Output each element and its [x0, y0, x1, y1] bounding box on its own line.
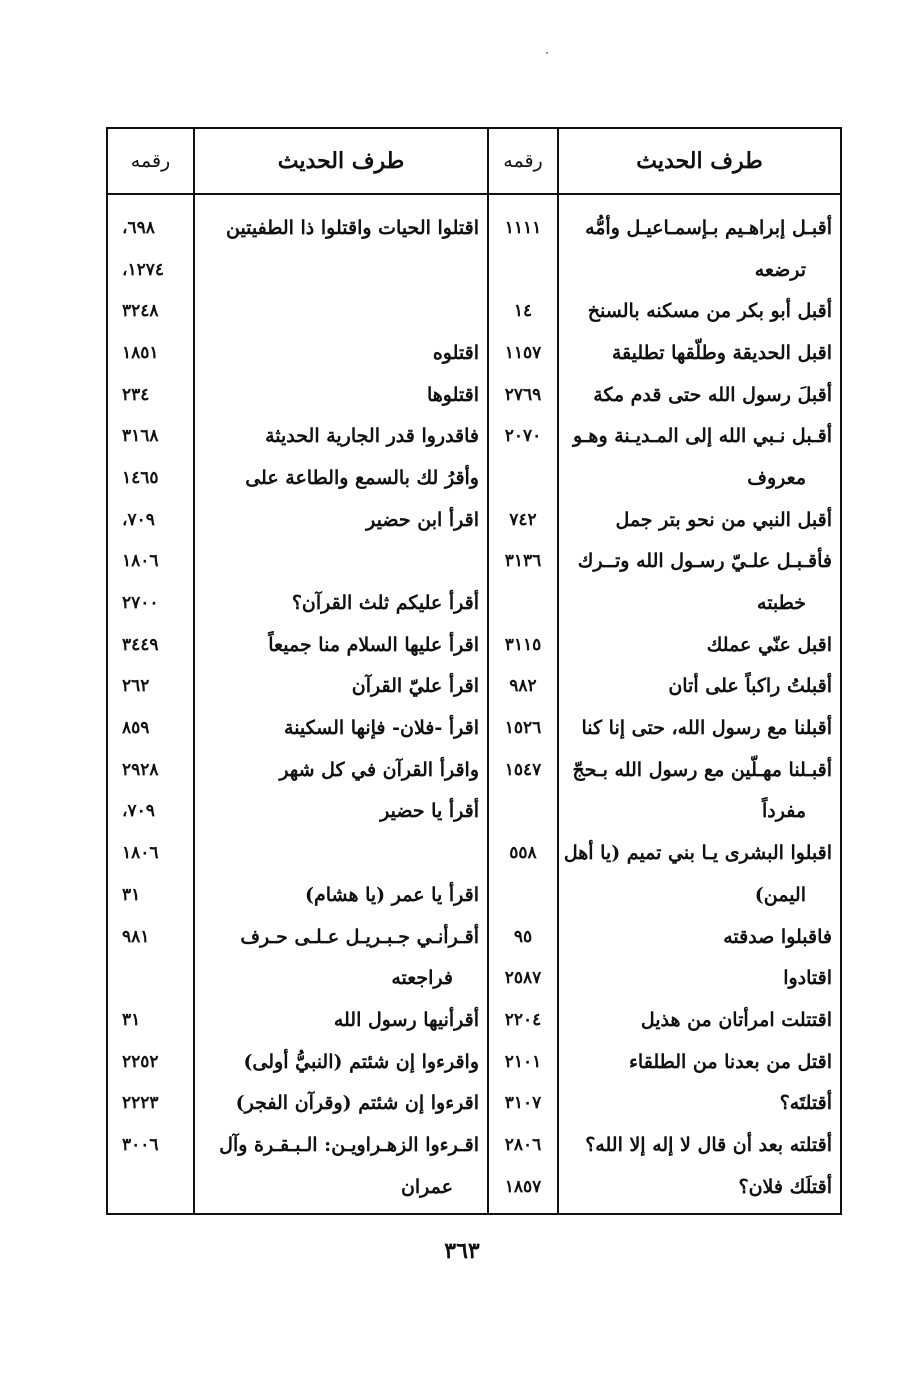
hadith-entry-text: اقرأ ابن حضير [366, 508, 479, 531]
hadith-entry-text: اقبل الحديقة وطلّقها تطليقة [611, 341, 832, 364]
hadith-entry-text: اقتلوا الحيات واقتلوا ذا الطفيتين [225, 216, 479, 239]
hadith-entry-text: أقبل أبو بكر من مسكنه بالسنخ [587, 300, 832, 323]
hadith-entry-number [108, 957, 193, 999]
hadith-entry-text: اقرءوا إن شئتم (وقرآن الفجر) [235, 1092, 479, 1115]
hadith-entry-text: اقرأ عليّ القرآن [351, 675, 479, 698]
hadith-entry-number: ٥٥٨ [509, 843, 537, 864]
hadith-entry-number: ٣٢٤٨ [122, 301, 159, 322]
left-hadith-column [193, 195, 487, 1213]
hadith-entry-number: ١٤٦٥ [122, 467, 159, 488]
hadith-entry-text: مفرداً [761, 800, 806, 823]
hadith-entry-number: ٧٤٢ [509, 509, 537, 530]
hadith-entry-text: أقبـلنا مهـلّين مع رسول الله بـحجّ [572, 758, 832, 781]
hadith-entry-text: أقبلتُ راكباً على أتان [668, 675, 832, 698]
hadith-entry-number: ٢٢٠٤ [504, 1009, 542, 1030]
hadith-entry-text: اقرأ -فلان- فإنها السكينة [284, 717, 479, 740]
hadith-entry-number: ١٢٧٤، [122, 259, 165, 280]
right-hadith-column [557, 195, 840, 1213]
hadith-entry-number: ٣١ [122, 884, 141, 905]
hadith-entry-number: ٣٠٠٦ [122, 1134, 159, 1155]
hadith-entry-number: ٣١٣٦ [504, 551, 542, 572]
hadith-entry-text: اليمن) [754, 883, 806, 906]
hadith-entry-text: أقتلَك فلان؟ [738, 1175, 832, 1198]
hadith-entry-text: اقبلوا البشرى يـا بني تميم (يا أهل [563, 842, 832, 865]
hadith-entry-text: أقـبل نـبي الله إلى المـديـنة وهـو [573, 425, 832, 448]
hadith-entry-text: معروف [747, 466, 806, 489]
hadith-entry-number: ١٤ [513, 301, 533, 322]
hadith-entry-number [489, 249, 557, 291]
hadith-entry-number: ٩٥ [513, 926, 533, 947]
hadith-entry-number: ١٨٠٦ [122, 843, 159, 864]
hadith-entry-number: ١٨٠٦ [122, 551, 159, 572]
hadith-entry-text: اقتل من بعدنا من الطلقاء [628, 1050, 832, 1073]
hadith-index-table [106, 127, 842, 1215]
print-speck [546, 52, 548, 54]
hadith-entry-number [489, 791, 557, 833]
hadith-entry-text: اقرأ يا عمر (يا هشام) [304, 883, 479, 906]
hadith-entry-number: ٢٧٦٩ [504, 384, 542, 405]
hadith-entry-text: واقرءوا إن شئتم (النبيُّ أولى) [243, 1050, 479, 1073]
hadith-entry-text: اقـرءوا الزهـراويـن: الـبـقـرة وآل [219, 1133, 479, 1156]
hadith-entry-number: ١٥٤٧ [504, 759, 542, 780]
hadith-entry-text: أقبل النبي من نحو بتر جمل [615, 508, 832, 531]
hadith-entry-number: ١١١١ [504, 217, 542, 238]
hadith-entry-text: أقرأنيها رسول الله [333, 1008, 479, 1031]
hadith-entry-text: اقتادوا [783, 967, 832, 990]
header-number-right: رقمه [487, 129, 557, 195]
hadith-entry-number [489, 874, 557, 916]
hadith-entry-text: اقتلوه [432, 341, 479, 364]
hadith-entry-text: فأقـبـل علـيّ رسـول الله وتــرك [577, 550, 832, 573]
hadith-entry-number: ٢٢٥٢ [122, 1051, 159, 1072]
hadith-entry-text: أقرأ عليكم ثلث القرآن؟ [291, 592, 479, 615]
hadith-entry-number: ١٥٢٦ [504, 718, 542, 739]
hadith-entry-number [489, 457, 557, 499]
hadith-entry-text: وأقرُ لك بالسمع والطاعة على [245, 466, 479, 489]
hadith-entry-number: ٢٧٠٠ [122, 593, 159, 614]
hadith-entry-text: فاقدروا قدر الجارية الحديثة [265, 425, 479, 448]
header-hadith-right: طرف الحديث [557, 129, 840, 195]
hadith-entry-text: أقبلنا مع رسول الله، حتى إنا كنا [581, 717, 832, 740]
hadith-entry-text [195, 249, 487, 291]
hadith-entry-text: اقتتلت امرأتان من هذيل [640, 1008, 832, 1031]
hadith-entry-text [195, 290, 487, 332]
hadith-entry-text: ترضعه [754, 258, 806, 281]
header-number-left: رقمه [108, 129, 193, 195]
hadith-entry-number: ٧٠٩، [122, 801, 155, 822]
hadith-entry-text: واقرأ القرآن في كل شهر [279, 758, 479, 781]
hadith-entry-number: ٣٤٤٩ [122, 634, 159, 655]
hadith-entry-number: ٨٥٩ [122, 718, 150, 739]
hadith-entry-text: فراجعته [391, 967, 453, 990]
hadith-entry-text: أقرأ يا حضير [380, 800, 479, 823]
left-number-column [108, 195, 193, 1213]
hadith-entry-text: أقـرأنـي جـبـريـل عـلـى حـرف [240, 925, 479, 948]
hadith-entry-number: ٧٠٩، [122, 509, 155, 530]
hadith-entry-text: خطبته [757, 592, 806, 615]
hadith-entry-number: ٣١١٥ [504, 634, 542, 655]
page-number: ٣٦٣ [444, 1238, 480, 1264]
hadith-entry-number: ٩٨٢ [509, 676, 537, 697]
header-hadith-left: طرف الحديث [193, 129, 487, 195]
hadith-entry-number: ٢١٠١ [504, 1051, 542, 1072]
hadith-entry-text: اقبل عنّي عملك [706, 633, 832, 656]
hadith-entry-number: ١٨٥١ [122, 342, 159, 363]
hadith-entry-number: ٢٦٢ [122, 676, 150, 697]
hadith-entry-text: عمران [400, 1175, 453, 1198]
hadith-entry-text: فاقبلوا صدقته [723, 925, 832, 948]
hadith-entry-text: اقرأ عليها السلام منا جميعاً [268, 633, 479, 656]
hadith-entry-text [195, 832, 487, 874]
hadith-entry-number: ٢٢٢٣ [122, 1093, 159, 1114]
hadith-entry-number: ١١٥٧ [504, 342, 542, 363]
hadith-entry-number: ٣١٠٧ [504, 1093, 542, 1114]
hadith-entry-number: ١٨٥٧ [504, 1176, 542, 1197]
hadith-entry-text [195, 541, 487, 583]
hadith-entry-number: ٩٨١ [122, 926, 150, 947]
hadith-entry-number: ٢٣٤ [122, 384, 150, 405]
hadith-entry-text: أقتلتَه؟ [779, 1092, 832, 1115]
hadith-entry-text: أقبـل إبراهـيم بـإسمـاعيـل وأمُّه [585, 216, 832, 239]
hadith-entry-number: ٢٩٢٨ [122, 759, 159, 780]
right-number-column [487, 195, 557, 1213]
hadith-entry-text: اقتلوها [426, 383, 479, 406]
hadith-entry-text: أقبلَ رسول الله حتى قدم مكة [593, 383, 832, 406]
hadith-entry-number: ٣١٦٨ [122, 426, 159, 447]
hadith-entry-number: ٢٠٧٠ [504, 426, 542, 447]
hadith-entry-number: ٣١ [122, 1009, 141, 1030]
hadith-entry-number [489, 582, 557, 624]
hadith-entry-number: ٢٥٨٧ [504, 968, 542, 989]
hadith-entry-number: ٢٨٠٦ [504, 1134, 542, 1155]
hadith-entry-text: أقتلته بعد أن قال لا إله إلا الله؟ [585, 1133, 832, 1156]
hadith-entry-number: ٦٩٨، [122, 217, 155, 238]
hadith-entry-number [108, 1166, 193, 1208]
